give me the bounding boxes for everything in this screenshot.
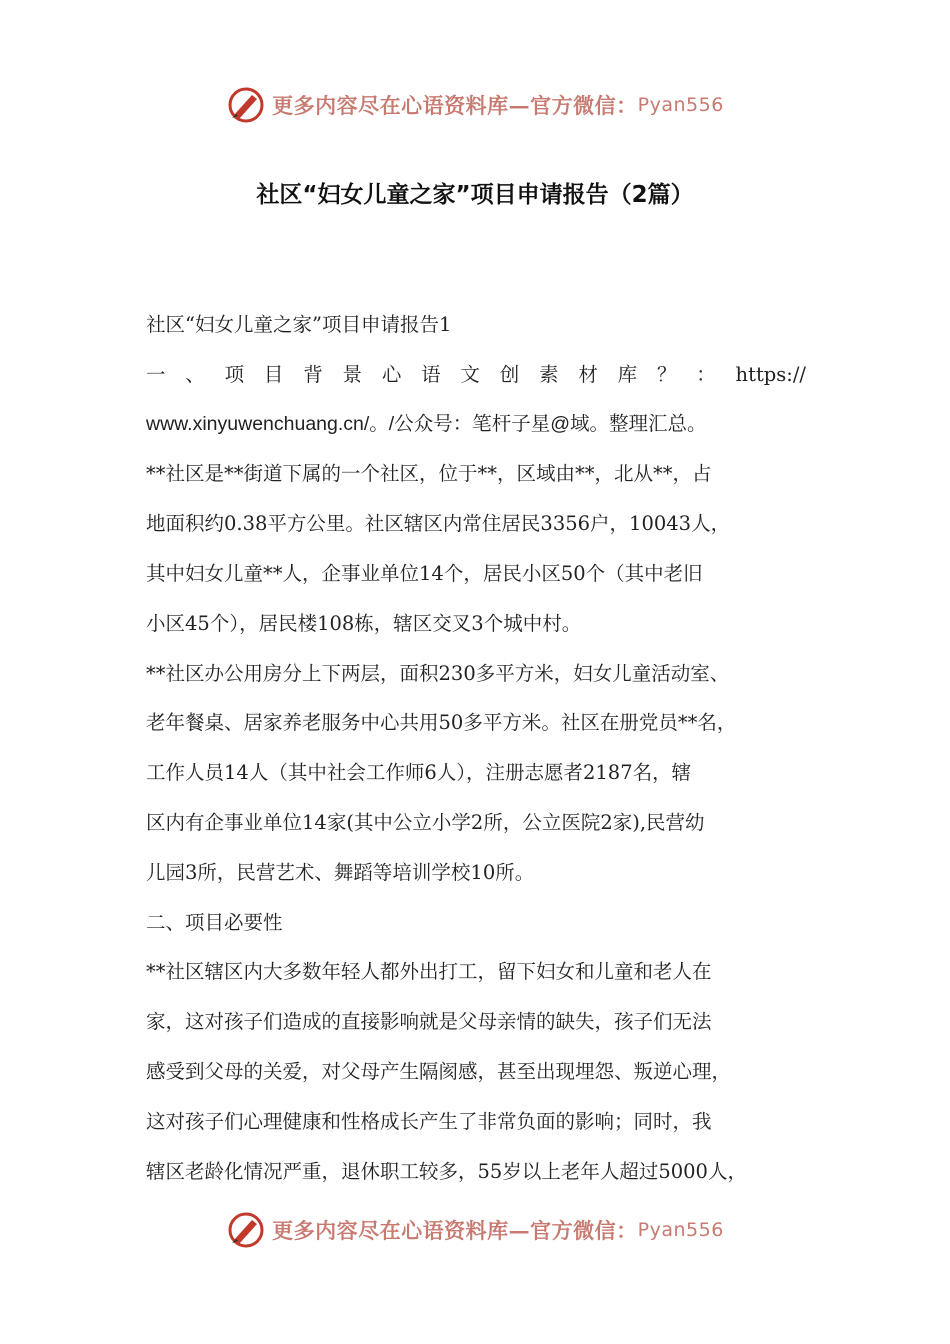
watermark-accent-label: 官方微信： — [530, 93, 638, 118]
watermark-text: 更多内容尽在心语资料库— — [272, 1218, 531, 1243]
body-line: 一 、 项 目 背 景 心 语 文 创 素 材 库 ？ ： https:// — [146, 362, 806, 386]
document-title: 社区“妇女儿童之家”项目申请报告（2篇） — [256, 182, 694, 208]
body-line: 其中妇女儿童**人，企事业单位14个，居民小区50个（其中老旧 — [146, 561, 703, 585]
watermark-banner-bottom — [0, 1205, 950, 1255]
watermark-accent-value: Pyan556 — [637, 1219, 724, 1241]
watermark-text: 更多内容尽在心语资料库— — [272, 93, 531, 118]
body-line: **社区是**街道下属的一个社区，位于**，区域由**，北从**，占 — [146, 462, 712, 486]
watermark-accent-label: 官方微信： — [530, 1218, 638, 1243]
pen-nib-logo-icon — [226, 85, 266, 125]
pen-nib-logo-icon — [226, 1210, 266, 1250]
body-line: 社区“妇女儿童之家”项目申请报告1 — [146, 313, 452, 336]
body-line: 小区45个），居民楼108栋，辖区交叉3个城中村。 — [146, 611, 582, 635]
body-line: 辖区老龄化情况严重，退休职工较多，55岁以上老年人超过5000人， — [146, 1159, 747, 1183]
watermark-accent-value: Pyan556 — [637, 94, 724, 116]
body-line: 感受到父母的关爱，对父母产生隔阂感，甚至出现埋怨、叛逆心理， — [146, 1059, 732, 1083]
body-line: 家，这对孩子们造成的直接影响就是父母亲情的缺失，孩子们无法 — [146, 1010, 712, 1034]
body-line: www.xinyuwenchuang.cn/。/公众号：笔杆子星@域。整理汇总。 — [146, 412, 707, 435]
body-line: **社区辖区内大多数年轻人都外出打工，留下妇女和儿童和老人在 — [146, 960, 712, 984]
body-line: **社区办公用房分上下两层，面积230多平方米，妇女儿童活动室、 — [146, 661, 730, 685]
body-line: 工作人员14人（其中社会工作师6人），注册志愿者2187名，辖 — [146, 761, 692, 785]
section-heading: 二、项目必要性 — [146, 910, 283, 934]
body-line: 区内有企事业单位14家(其中公立小学2所，公立医院2家),民营幼 — [146, 810, 705, 834]
watermark-banner-top — [0, 80, 950, 130]
body-line: 老年餐桌、居家养老服务中心共用50多平方米。社区在册党员**名， — [146, 711, 737, 735]
body-line: 儿园3所，民营艺术、舞蹈等培训学校10所。 — [146, 860, 535, 884]
body-line: 地面积约0.38平方公里。社区辖区内常住居民3356户，10043人， — [146, 512, 731, 536]
document-body — [146, 300, 806, 1196]
body-line: 这对孩子们心理健康和性格成长产生了非常负面的影响；同时，我 — [146, 1109, 712, 1133]
